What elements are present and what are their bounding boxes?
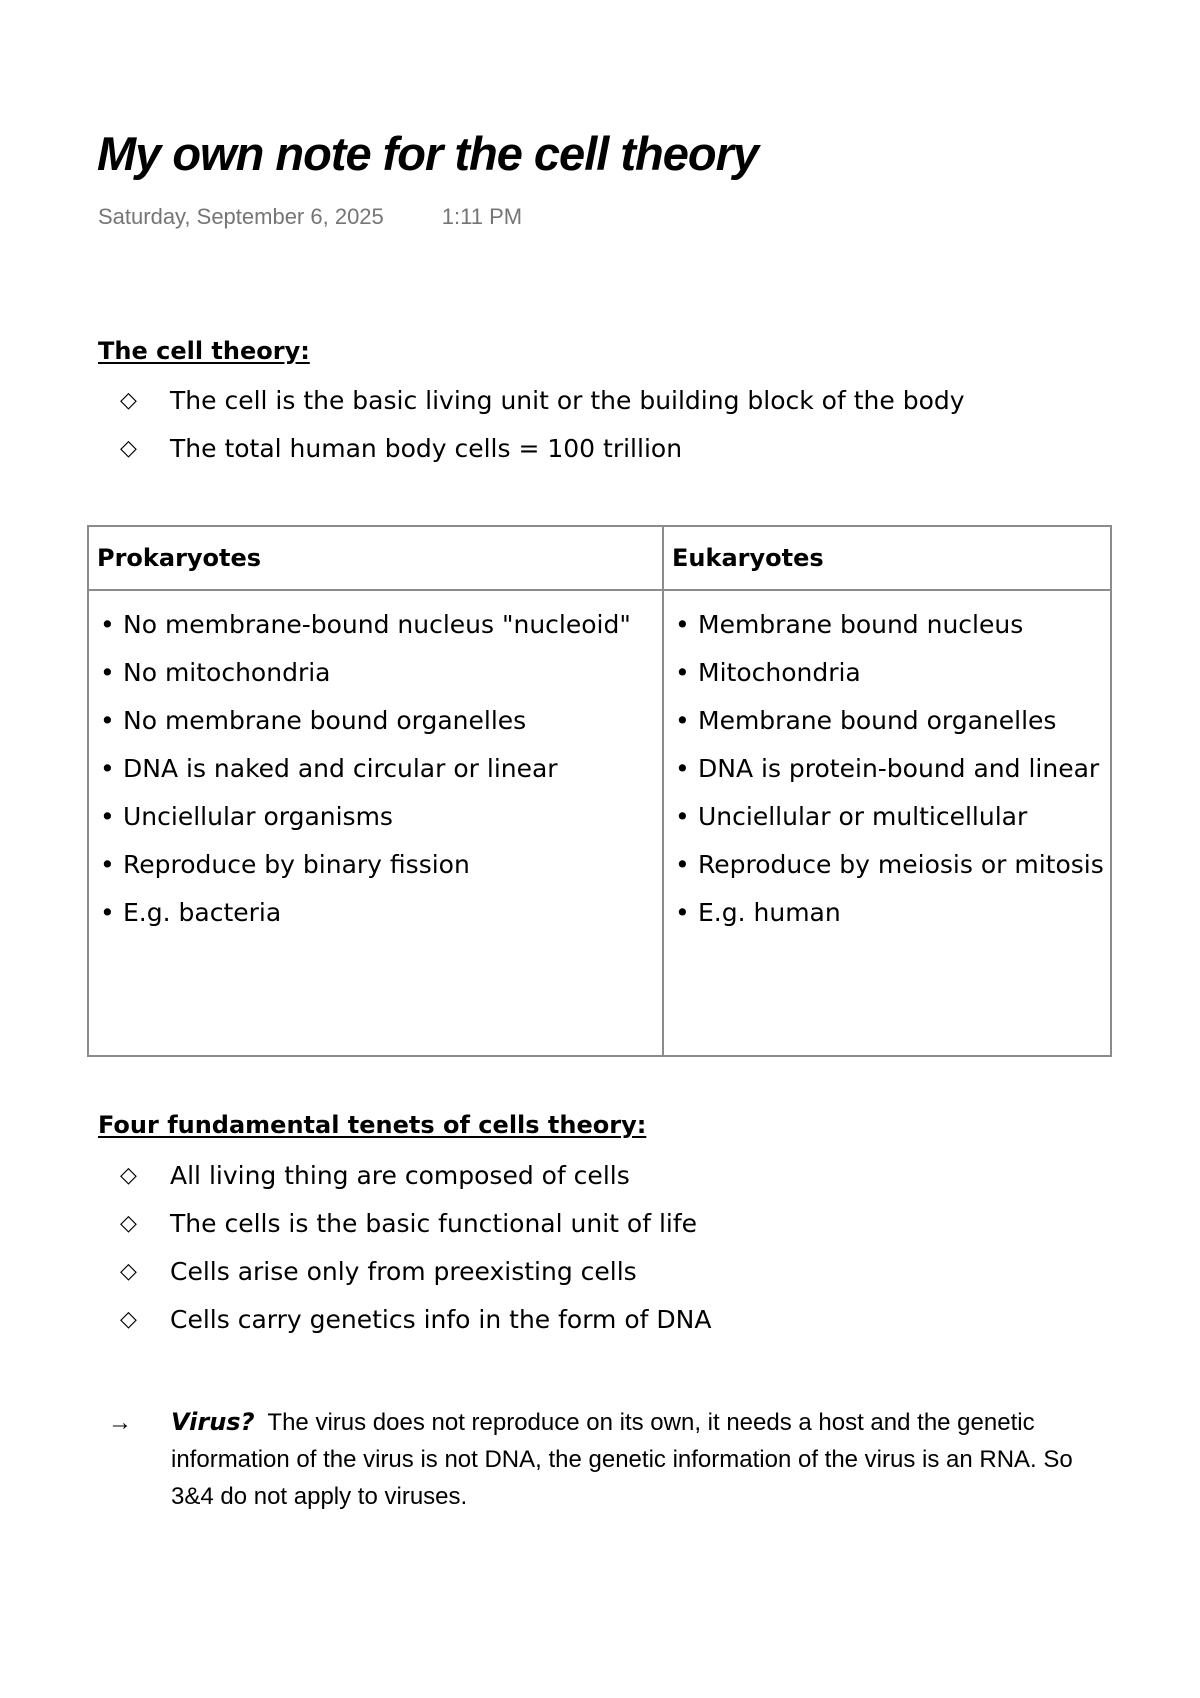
virus-note (108, 1404, 1088, 1515)
list-item: • DNA is protein-bound and linear (672, 745, 1104, 793)
list-item-text: Cells arise only from preexisting cells (170, 1257, 637, 1286)
list-item: • Membrane bound organelles (672, 697, 1104, 745)
arrow-right-icon: → (108, 1409, 132, 1436)
list-item: • Reproduce by binary fission (97, 841, 656, 889)
header-eukaryotes: Eukaryotes (663, 526, 1111, 590)
bullet-icon: • (675, 610, 690, 639)
bullet-icon: • (675, 898, 690, 927)
bullet-icon: • (100, 850, 115, 879)
table-row (88, 590, 1111, 1056)
list-item: • E.g. human (672, 889, 1104, 937)
list-item: • DNA is naked and circular or linear (97, 745, 656, 793)
prokaryotes-cell (88, 590, 663, 1056)
cell-theory-heading: The cell theory: (98, 337, 310, 365)
list-item-text: Cells carry genetics info in the form of DNA (170, 1305, 712, 1334)
list-item-text: The cells is the basic functional unit of life (170, 1209, 698, 1238)
table-header-row (88, 526, 1111, 590)
list-item: • No membrane bound organelles (97, 697, 656, 745)
list-item-text: The total human body cells = 100 trillion (170, 434, 683, 463)
comparison-table (87, 525, 1112, 1057)
list-item-text: All living thing are composed of cells (170, 1161, 630, 1190)
list-item: • E.g. bacteria (97, 889, 656, 937)
list-item: • Unciellular organisms (97, 793, 656, 841)
diamond-bullet-icon: ◇ (120, 388, 137, 413)
bullet-icon: • (675, 706, 690, 735)
bullet-icon: • (675, 658, 690, 687)
list-item-text: The cell is the basic living unit or the building block of the body (170, 386, 965, 415)
diamond-bullet-icon: ◇ (120, 1163, 137, 1188)
note-time: 1:11 PM (441, 204, 523, 229)
eukaryotes-list (672, 601, 1104, 937)
bullet-icon: • (100, 898, 115, 927)
virus-note-body (171, 1404, 1088, 1515)
header-prokaryotes: Prokaryotes (88, 526, 663, 590)
page-title: My own note for the cell theory (97, 127, 759, 180)
bullet-icon: • (100, 658, 115, 687)
bullet-icon: • (675, 754, 690, 783)
list-item: • No membrane-bound nucleus "nucleoid" (97, 601, 656, 649)
list-item: • No mitochondria (97, 649, 656, 697)
bullet-icon: • (675, 802, 690, 831)
diamond-bullet-icon: ◇ (120, 1307, 137, 1332)
prokaryotes-list (97, 601, 656, 937)
list-item: • Membrane bound nucleus (672, 601, 1104, 649)
bullet-icon: • (100, 610, 115, 639)
eukaryotes-cell (663, 590, 1111, 1056)
note-timestamp (98, 204, 522, 230)
list-item: • Reproduce by meiosis or mitosis (672, 841, 1104, 889)
bullet-icon: • (675, 850, 690, 879)
list-item: • Mitochondria (672, 649, 1104, 697)
virus-note-lead: Virus? (171, 1408, 255, 1436)
bullet-icon: • (100, 754, 115, 783)
diamond-bullet-icon: ◇ (120, 436, 137, 461)
bullet-icon: • (100, 706, 115, 735)
list-item: • Unciellular or multicellular (672, 793, 1104, 841)
bullet-icon: • (100, 802, 115, 831)
note-date: Saturday, September 6, 2025 (98, 204, 384, 229)
tenets-heading: Four fundamental tenets of cells theory: (98, 1111, 647, 1139)
virus-note-text: The virus does not reproduce on its own, it needs a host and the genetic information of the virus is not DNA, the genetic information of the virus is an RNA. So 3&4 do not apply to viruses. (171, 1409, 1073, 1510)
diamond-bullet-icon: ◇ (120, 1211, 137, 1236)
diamond-bullet-icon: ◇ (120, 1259, 137, 1284)
